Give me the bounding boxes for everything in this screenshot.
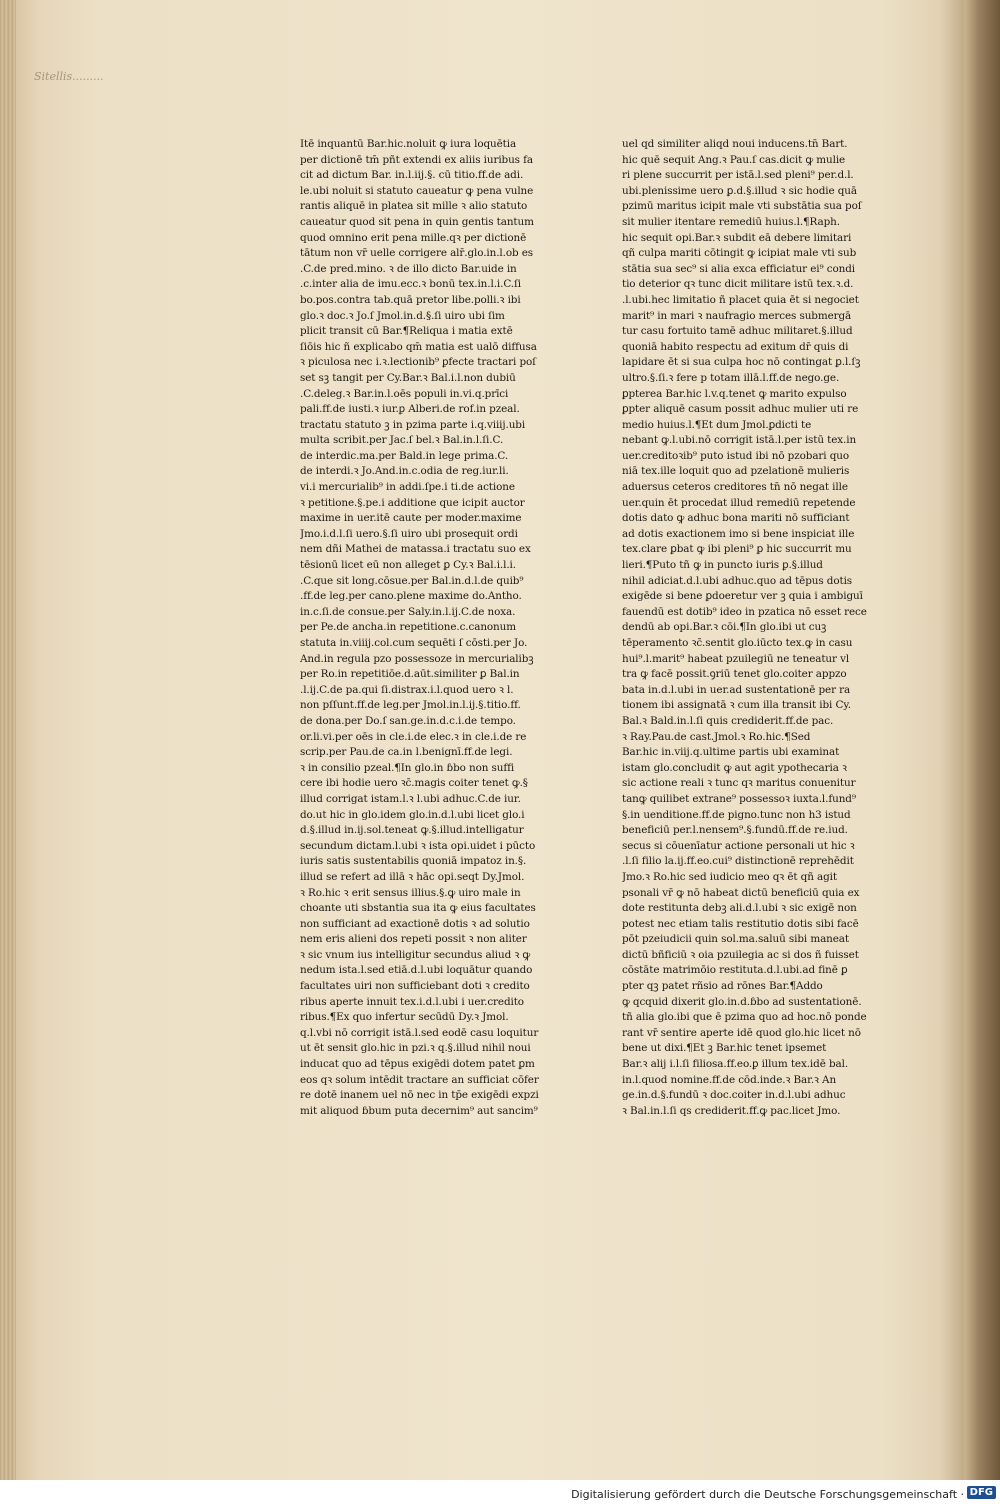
text-line: illud se refert ad illā ꝛ hāc opi.seqt Dy.Jmol. bbox=[300, 870, 525, 883]
text-line: Bal.ꝛ Bald.in.l.ſi quis crediderit.ff.de pac. bbox=[622, 714, 834, 727]
text-line: facultates uiri non sufficiebant doti ꝛ credito bbox=[300, 980, 530, 993]
text-line: ri plene succurrit per istā.l.sed pleni⁹ per.d.l. bbox=[622, 169, 854, 182]
text-line: glo.ꝛ doc.ꝛ Jo.ſ Jmol.in.d.§.ſi uiro ubi ſim bbox=[300, 309, 505, 322]
text-line: ꝛ in consilio pzeal.¶In glo.in ɓbo non suffi bbox=[300, 761, 515, 774]
text-line: ge.in.d.§.fundū ꝛ doc.coiter in.d.l.ubi adhuc bbox=[622, 1089, 846, 1102]
text-line: set sꝫ tangit per Cy.Bar.ꝛ Bal.i.l.non dubiū bbox=[300, 371, 516, 384]
text-line: qñ culpa mariti cōtingit ꝙ icipiat male vti sub bbox=[622, 247, 857, 260]
text-line: stātia sua sec⁹ si alia exca efficiatur ei⁹ condi bbox=[622, 262, 856, 275]
text-line: §.in uenditione.ff.de pigno.tunc non h3 istud bbox=[622, 808, 851, 821]
text-line: sic actione reali ꝛ tunc qꝛ maritus conuenitur bbox=[622, 777, 856, 790]
text-line: vi.i mercurialib⁹ in addi.ſpe.i ti.de actione bbox=[300, 481, 515, 494]
text-line: ꝛ Ray.Pau.de cast.Jmol.ꝛ Ro.hic.¶Sed bbox=[622, 730, 811, 743]
text-line: de interdi.ꝛ Jo.And.in.c.odia de reg.iur.li. bbox=[300, 465, 509, 478]
text-line: nem eris alieni dos repeti possit ꝛ non aliter bbox=[300, 933, 527, 946]
text-line: Jmo.ꝛ Ro.hic sed iudicio meo qꝛ ēt qñ agit bbox=[622, 870, 837, 883]
text-line: ꝛ Bal.in.l.ſi qs crediderit.ff.ꝙ pac.licet Jmo. bbox=[622, 1104, 841, 1117]
text-line: scrip.per Pau.de ca.in l.benignī.ff.de legi. bbox=[300, 746, 513, 759]
text-line: beneficiū per.l.nensem⁹.§.fundū.ff.de re.iud. bbox=[622, 824, 848, 837]
text-line: .C.deleg.ꝛ Bar.in.l.oēs populi in.vi.q.prīci bbox=[300, 387, 509, 400]
text-line: hic quē sequit Ang.ꝛ Pau.ſ cas.dicit ꝙ mulie bbox=[622, 153, 846, 166]
text-line: pōt pzeiudicii quin sol.ma.saluū sibi maneat bbox=[622, 933, 849, 946]
margin-note: Sitellis......... bbox=[34, 70, 104, 83]
text-line: statuta in.viiij.col.cum sequēti ſ cōsti.per Jo. bbox=[300, 637, 528, 649]
text-line: niā tex.ille loquit quo ad pzelationē mulieris bbox=[622, 465, 850, 478]
text-line: ubi.plenissime uero ꝑ.d.§.illud ꝛ sic hodie quā bbox=[622, 184, 857, 197]
text-line: uer.quin ēt procedat illud remediū repetende bbox=[622, 496, 856, 509]
text-line: de dona.per Do.ſ san.ge.in.d.c.i.de tempo. bbox=[300, 714, 516, 727]
text-line: ut ēt sensit glo.hic in pzi.ꝛ q.§.illud nihil noui bbox=[300, 1042, 531, 1055]
text-line: dote restitunta debꝫ ali.d.l.ubi ꝛ sic exigē non bbox=[622, 902, 857, 915]
text-line: do.ut hic in glo.idem glo.in.d.l.ubi licet glo.i bbox=[300, 808, 525, 821]
text-line: le.ubi noluit si statuto caueatur ꝙ pena vulne bbox=[300, 184, 534, 197]
text-line: .l.ſi filio la.ij.ff.eo.cui⁹ distinctionē reprehēdit bbox=[622, 855, 854, 868]
text-line: mit aliquod ɓbum puta decernim⁹ aut sancim⁹ bbox=[300, 1104, 538, 1117]
text-line: aduersus ceteros creditores tn̄ nō negat ille bbox=[622, 481, 848, 494]
text-line: tractatu statuto ꝫ in pzima parte i.q.viiij.ubi bbox=[300, 418, 526, 431]
text-line: Jmo.i.d.l.ſi uero.§.ſi uiro ubi prosequit ordi bbox=[300, 527, 518, 540]
text-line: dendū ab opi.Bar.ꝛ cōi.¶In glo.ibi ut cuꝫ bbox=[622, 621, 827, 634]
text-column-left bbox=[300, 137, 562, 1119]
text-line: multa scribit.per Jac.ſ bel.ꝛ Bal.in.l.ſi.C. bbox=[300, 434, 504, 447]
text-line: Bar.ꝛ alij i.l.ſi filiosa.ff.eo.ꝑ illum tex.idē bal. bbox=[622, 1058, 849, 1071]
text-line: rant vr̄ sentire aperte idē quod glo.hic licet nō bbox=[622, 1026, 861, 1039]
text-line: .C.que sit long.cōsue.per Bal.in.d.l.de quib⁹ bbox=[300, 574, 524, 587]
text-line: ꝛ petitione.§.pe.i additione que icipit auctor bbox=[300, 496, 525, 509]
footer-bar bbox=[0, 1480, 1000, 1509]
text-line: non pſſunt.ff.de leg.per Jmol.in.l.ij.§.titio.ff. bbox=[300, 699, 521, 712]
dfg-logo: DFG bbox=[967, 1486, 996, 1499]
text-column-right bbox=[622, 137, 884, 1119]
text-line: caueatur quod sit pena in quin gentis tantum bbox=[300, 215, 534, 228]
text-line: tionem ibi assignatā ꝛ cum illa transit ibi Cy. bbox=[622, 699, 851, 712]
text-line: in.l.quod nomine.ff.de cōd.inde.ꝛ Bar.ꝛ An bbox=[622, 1073, 837, 1086]
text-line: tanꝙ quilibet extrane⁹ possessoꝛ iuxta.l.fund⁹ bbox=[622, 792, 856, 805]
text-line: eos qꝛ solum intēdit tractare an sufficiat cōfer bbox=[300, 1073, 539, 1086]
text-line: dotis dato ꝙ adhuc bona mariti nō sufficiant bbox=[622, 512, 850, 525]
text-line: .l.ij.C.de pa.qui ſi.distrax.i.l.quod uero ꝛ l. bbox=[300, 683, 514, 696]
funding-credit: Digitalisierung gefördert durch die Deutsche Forschungsgemeinschaft · bbox=[571, 1488, 964, 1501]
text-line: or.li.vi.per oēs in cle.i.de elec.ꝛ in cle.i.de re bbox=[300, 730, 527, 743]
text-line: tex.clare ꝑbat ꝙ ibi pleni⁹ ꝑ hic succurrit mu bbox=[622, 543, 852, 556]
text-line: tio deterior qꝛ tunc dicit militare istū tex.ꝛ.d. bbox=[622, 278, 854, 291]
text-line: uel qd similiter aliqd noui inducens.tn̄ Bart. bbox=[622, 138, 848, 150]
text-line: marit⁹ in mari ꝛ naufragio merces submergā bbox=[622, 309, 852, 322]
text-line: pali.ff.de iusti.ꝛ iur.ꝑ Alberi.de rof.in pzeal. bbox=[300, 403, 520, 416]
text-line: .C.de pred.mino. ꝛ de illo dicto Bar.uide in bbox=[300, 262, 517, 275]
text-line: d.§.illud in.ij.sol.teneat ꝙ.§.illud.intelligatur bbox=[300, 824, 524, 837]
text-line: Itē inquantū Bar.hic.noluit ꝙ iura loquētia bbox=[300, 138, 517, 150]
text-line: per Pe.de ancha.in repetitione.c.canonum bbox=[300, 621, 516, 634]
text-line: tātum non vr̄ uelle corrigere alr̄.glo.in.l.ob es bbox=[300, 247, 534, 260]
text-line: pter qꝫ patet rñsio ad rōnes Bar.¶Addo bbox=[622, 980, 823, 993]
text-line: tra ꝙ facē possit.ꝯriū tenet glo.coiter appzo bbox=[622, 668, 847, 681]
text-line: quoniā habito respectu ad exitum dr̄ quis di bbox=[622, 340, 849, 353]
text-line: maxime in uer.itē caute per moder.maxime bbox=[300, 512, 522, 525]
text-line: tēsionū licet eū non alleget ꝑ Cy.ꝛ Bal.i.l.i. bbox=[300, 559, 516, 572]
text-line: pzimū maritus icipit male vti substātia sua poſ bbox=[622, 200, 862, 213]
text-line: ꝛ Ro.hic ꝛ erit sensus illius.§.ꝙ uiro male in bbox=[300, 886, 521, 899]
text-line: ribus aperte innuit tex.i.d.l.ubi i uer.credito bbox=[300, 995, 524, 1008]
text-line: hic sequit opi.Bar.ꝛ subdit eā debere limitari bbox=[622, 231, 852, 244]
text-line: de interdic.ma.per Bald.in lege prima.C. bbox=[300, 449, 509, 462]
text-line: illud corrigat istam.l.ꝛ l.ubi adhuc.C.de iur. bbox=[300, 792, 521, 805]
text-line: istam glo.concludit ꝙ aut agit ypothecaria ꝛ bbox=[622, 761, 847, 774]
text-line: And.in regula pzo possessoze in mercurialibꝫ bbox=[300, 652, 534, 665]
text-line: per dictionē tm̄ pñt extendi ex aliis iuribus fa bbox=[300, 153, 533, 166]
text-line: cōstāte matrimōio restituta.d.l.ubi.ad finē ꝑ bbox=[622, 964, 848, 977]
text-line: sit mulier itentare remediū huius.l.¶Raph. bbox=[622, 215, 840, 228]
text-line: plicit transit cū Bar.¶Reliqua i matia extē bbox=[300, 325, 513, 338]
text-line: ꝛ piculosa nec i.ꝛ.lectionib⁹ ꝑfecte tractari poſ bbox=[300, 356, 536, 369]
text-line: inducat quo ad tēpus exigēdi dotem patet ꝑm bbox=[300, 1058, 535, 1071]
text-line: exigēde si bene ꝑdoeretur ver ꝫ quia i ambiguī bbox=[622, 590, 863, 603]
text-line: re dotē inanem uel nō nec in tp̄e exigēdi expzi bbox=[300, 1089, 539, 1102]
text-line: medio huius.l.¶Et dum Jmol.ꝑdicti te bbox=[622, 418, 812, 431]
text-line: bene ut dixi.¶Et ꝫ Bar.hic tenet ipsemet bbox=[622, 1042, 827, 1055]
text-line: .l.ubi.hec limitatio ñ placet quia ēt si negociet bbox=[622, 293, 859, 306]
text-line: uer.creditoꝛib⁹ puto istud ibi nō pzobari quo bbox=[622, 449, 850, 462]
text-line: tñ alia glo.ibi que ē pzima quo ad hoc.nō ponde bbox=[622, 1011, 867, 1024]
text-line: .c.inter alia de imu.ecc.ꝛ bonū tex.in.l.i.C.ſi bbox=[300, 278, 521, 291]
text-line: in.c.ſi.de consue.per Saly.in.l.ij.C.de noxa. bbox=[300, 605, 516, 618]
text-line: ad dotis exactionem imo si bene inspiciat ille bbox=[622, 527, 855, 540]
text-line: lieri.¶Puto tñ ꝙ in puncto iuris ꝑ.§.illud bbox=[622, 559, 823, 572]
text-line: fauendū est dotib⁹ ideo in pzatica nō esset rece bbox=[622, 605, 867, 618]
text-line: secus si cōuenīatur actione personali ut hic ꝛ bbox=[622, 839, 855, 852]
text-line: nem dñi Mathei de matassa.i tractatu suo ex bbox=[300, 543, 531, 556]
text-line: psonali vr̄ ꝙ nō habeat dictū beneficiū quia ex bbox=[622, 886, 860, 899]
text-line: cit ad dictum Bar. in.l.iij.§. cū titio.ff.de adi. bbox=[300, 169, 524, 182]
text-line: lapidare ēt si sua culpa hoc nō contingat ꝑ.l.ſꝫ bbox=[622, 356, 861, 369]
text-line: ribus.¶Ex quo infertur secūdū Dy.ꝛ Jmol. bbox=[300, 1011, 509, 1024]
text-line: ꝑpter aliquē casum possit adhuc mulier uti re bbox=[622, 403, 859, 416]
text-line: quod omnino erit pena mille.qꝛ per dictionē bbox=[300, 231, 527, 244]
text-line: ꝑpterea Bar.hic l.v.q.tenet ꝙ marito expulso bbox=[622, 387, 847, 400]
text-line: ſiōis hic ñ explicabo qm̄ matia est ualō diffusa bbox=[300, 340, 537, 353]
text-line: per Ro.in repetitiōe.d.aūt.similiter ꝑ Bal.in bbox=[300, 668, 520, 681]
text-line: tur casu fortuito tamē adhuc militaret.§.illud bbox=[622, 325, 853, 338]
text-line: potest nec etiam talis restitutio dotis sibi facē bbox=[622, 917, 859, 930]
text-line: nebant ꝙ.l.ubi.nō corrigit istā.l.per istū tex.in bbox=[622, 434, 857, 447]
text-line: ultro.§.ſi.ꝛ fere p totam illā.l.ff.de nego.ge. bbox=[622, 371, 840, 384]
text-line: nedum ista.l.sed etiā.d.l.ubi loquātur quando bbox=[300, 964, 533, 977]
text-line: cere ibi hodie uero ꝛc̄.magis coiter tenet ꝙ.§ bbox=[300, 777, 528, 790]
text-line: Bar.hic in.viij.q.ultime partis ubi examinat bbox=[622, 746, 840, 759]
text-line: non sufficiant ad exactionē dotis ꝛ ad solutio bbox=[300, 917, 530, 930]
text-line: tēperamento ꝛc̄.sentit glo.iūcto tex.ꝙ in casu bbox=[622, 637, 853, 649]
text-line: bo.pos.contra tab.quā pretor libe.polli.ꝛ ibi bbox=[300, 293, 521, 306]
text-line: hui⁹.l.marit⁹ habeat pzuilegiū ne teneatur vl bbox=[622, 652, 850, 665]
text-line: ꝙ qcquid dixerit glo.in.d.ɓbo ad sustentationē. bbox=[622, 995, 862, 1008]
text-line: ꝛ sic vnum ius intelligitur secundus aliud ꝛ ꝙ bbox=[300, 948, 531, 961]
text-line: q.l.vbi nō corrigit istā.l.sed eodē casu loquitur bbox=[300, 1026, 539, 1039]
text-line: .ff.de leg.per cano.plene maxime do.Antho. bbox=[300, 590, 522, 603]
text-line: nihil adiciat.d.l.ubi adhuc.quo ad tēpus dotis bbox=[622, 574, 853, 587]
page-edge-left bbox=[0, 0, 16, 1480]
page-edge-right bbox=[964, 0, 1000, 1480]
text-line: dictū bñficiū ꝛ oia pzuilegia ac si dos ñ fuisset bbox=[622, 948, 859, 961]
text-line: iuris satis sustentabilis quoniā impatoz in.§. bbox=[300, 855, 527, 868]
text-line: secundum dictam.l.ubi ꝛ ista opi.uidet i pūcto bbox=[300, 839, 536, 852]
text-line: rantis aliquē in platea sit mille ꝛ alio statuto bbox=[300, 200, 528, 213]
text-line: bata in.d.l.ubi in uer.ad sustentationē per ra bbox=[622, 683, 851, 696]
text-line: choante uti sbstantia sua ita ꝙ eius facultates bbox=[300, 902, 536, 915]
